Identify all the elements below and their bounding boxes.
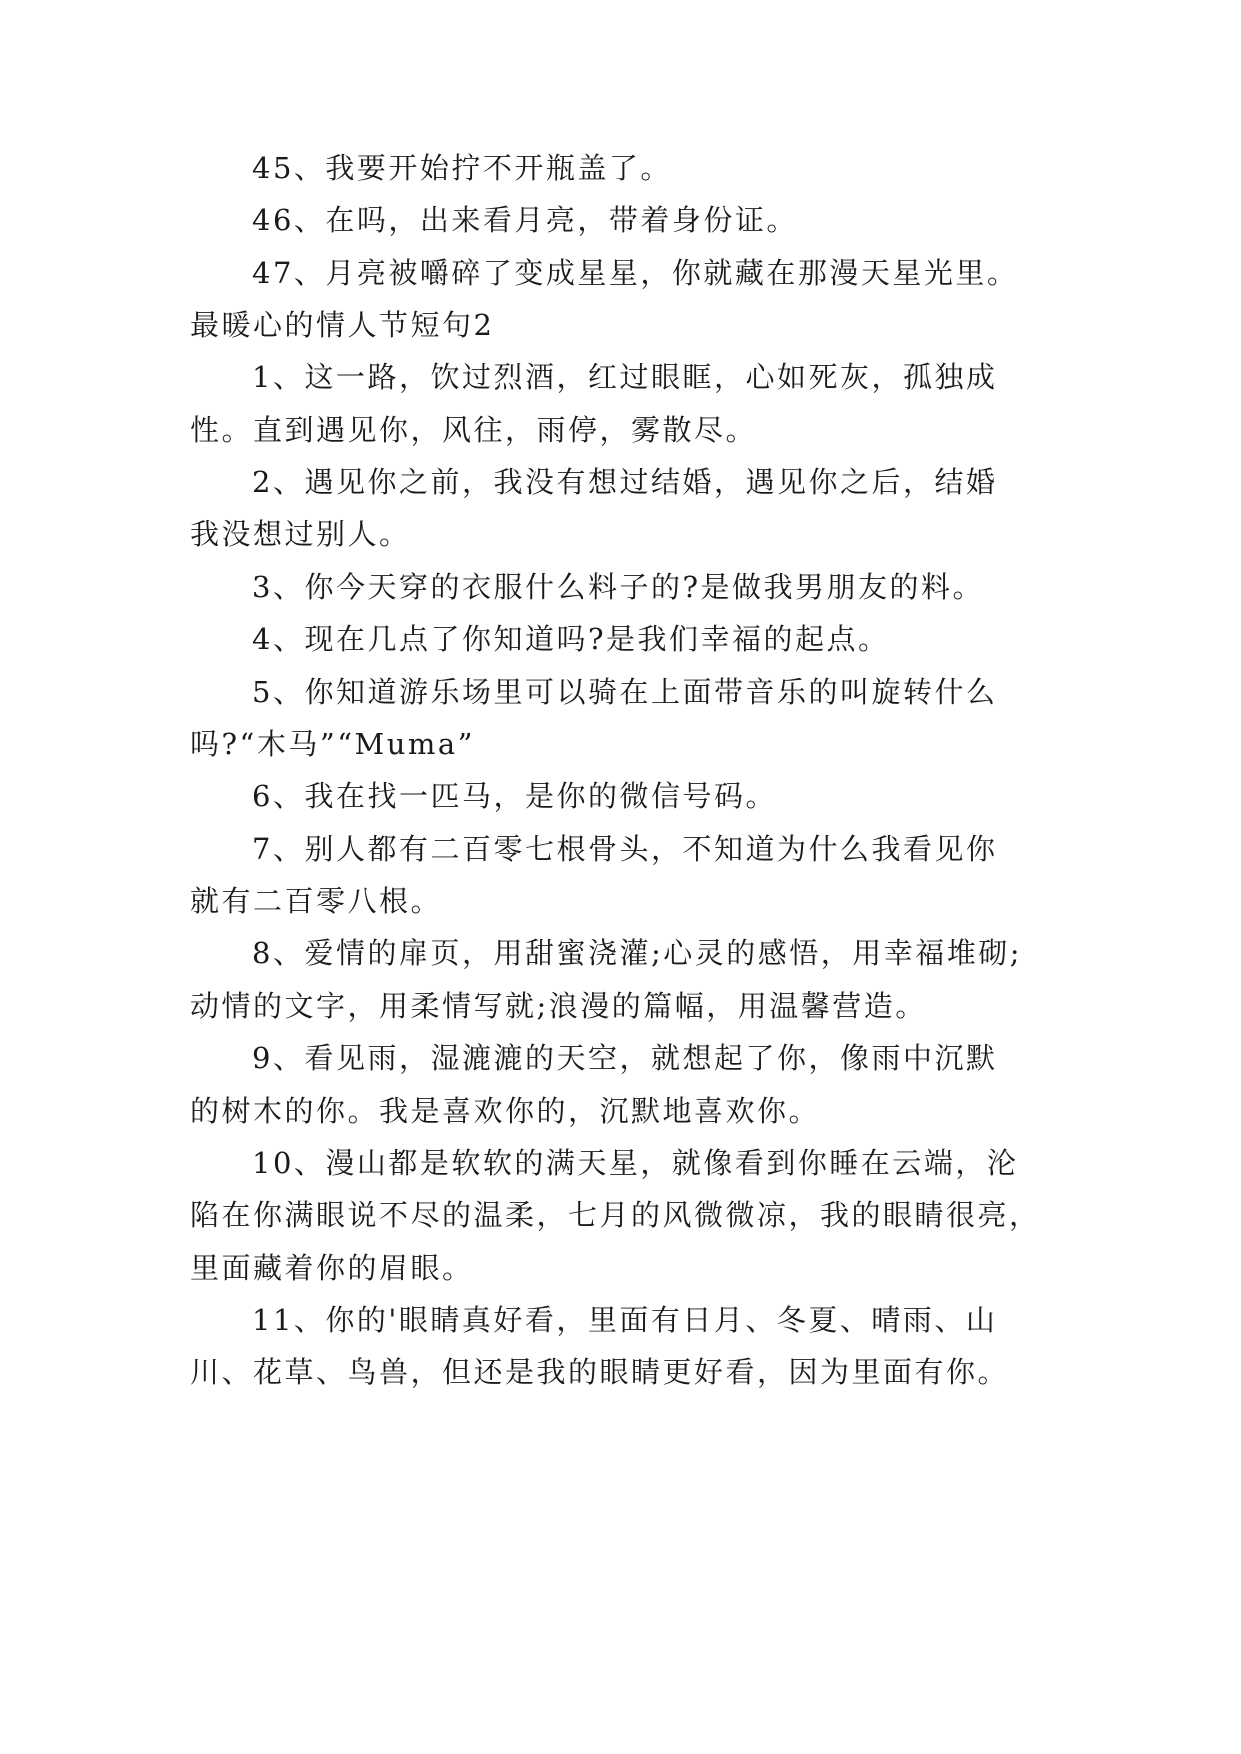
- paragraph-9-line-2: 的树木的你。我是喜欢你的，沉默地喜欢你。: [190, 1094, 821, 1128]
- paragraph-47: 47、月亮被嚼碎了变成星星，你就藏在那漫天星光里。: [252, 256, 1019, 290]
- paragraph-7-line-1: 7、别人都有二百零七根骨头，不知道为什么我看见你: [252, 832, 998, 866]
- paragraph-2-line-1: 2、遇见你之前，我没有想过结婚，遇见你之后，结婚: [252, 465, 998, 499]
- paragraph-1-line-2: 性。直到遇见你，风往，雨停，雾散尽。: [190, 413, 758, 447]
- paragraph-5-line-1: 5、你知道游乐场里可以骑在上面带音乐的叫旋转什么: [252, 675, 998, 709]
- paragraph-45: 45、我要开始拧不开瓶盖了。: [252, 151, 672, 185]
- paragraph-9-line-1: 9、看见雨，湿漉漉的天空，就想起了你，像雨中沉默: [252, 1041, 998, 1075]
- paragraph-10-line-2: 陷在你满眼说不尽的温柔，七月的风微微凉，我的眼睛很亮，: [190, 1198, 1041, 1232]
- paragraph-8-line-1: 8、爱情的扉页，用甜蜜浇灌;心灵的感悟，用幸福堆砌;: [252, 936, 1022, 970]
- paragraph-11-line-1: 11、你的'眼睛真好看，里面有日月、冬夏、晴雨、山: [252, 1303, 998, 1337]
- paragraph-8-line-2: 动情的文字，用柔情写就;浪漫的篇幅，用温馨营造。: [190, 989, 927, 1023]
- paragraph-10-line-1: 10、漫山都是软软的满天星，就像看到你睡在云端，沦: [252, 1146, 1019, 1180]
- paragraph-5-line-2: 吗?“木马”“Muma”: [190, 727, 476, 761]
- paragraph-2-line-2: 我没想过别人。: [190, 517, 411, 551]
- paragraph-7-line-2: 就有二百零八根。: [190, 884, 443, 918]
- paragraph-11-line-2: 川、花草、鸟兽，但还是我的眼睛更好看，因为里面有你。: [190, 1355, 1010, 1389]
- paragraph-10-line-3: 里面藏着你的眉眼。: [190, 1251, 474, 1285]
- paragraph-1-line-1: 1、这一路，饮过烈酒，红过眼眶，心如死灰，孤独成: [252, 360, 998, 394]
- paragraph-3: 3、你今天穿的衣服什么料子的?是做我男朋友的料。: [252, 570, 984, 604]
- section-heading: 最暖心的情人节短句2: [190, 308, 495, 342]
- paragraph-46: 46、在吗，出来看月亮，带着身份证。: [252, 203, 798, 237]
- paragraph-6: 6、我在找一匹马，是你的微信号码。: [252, 779, 777, 813]
- paragraph-4: 4、现在几点了你知道吗?是我们幸福的起点。: [252, 622, 890, 656]
